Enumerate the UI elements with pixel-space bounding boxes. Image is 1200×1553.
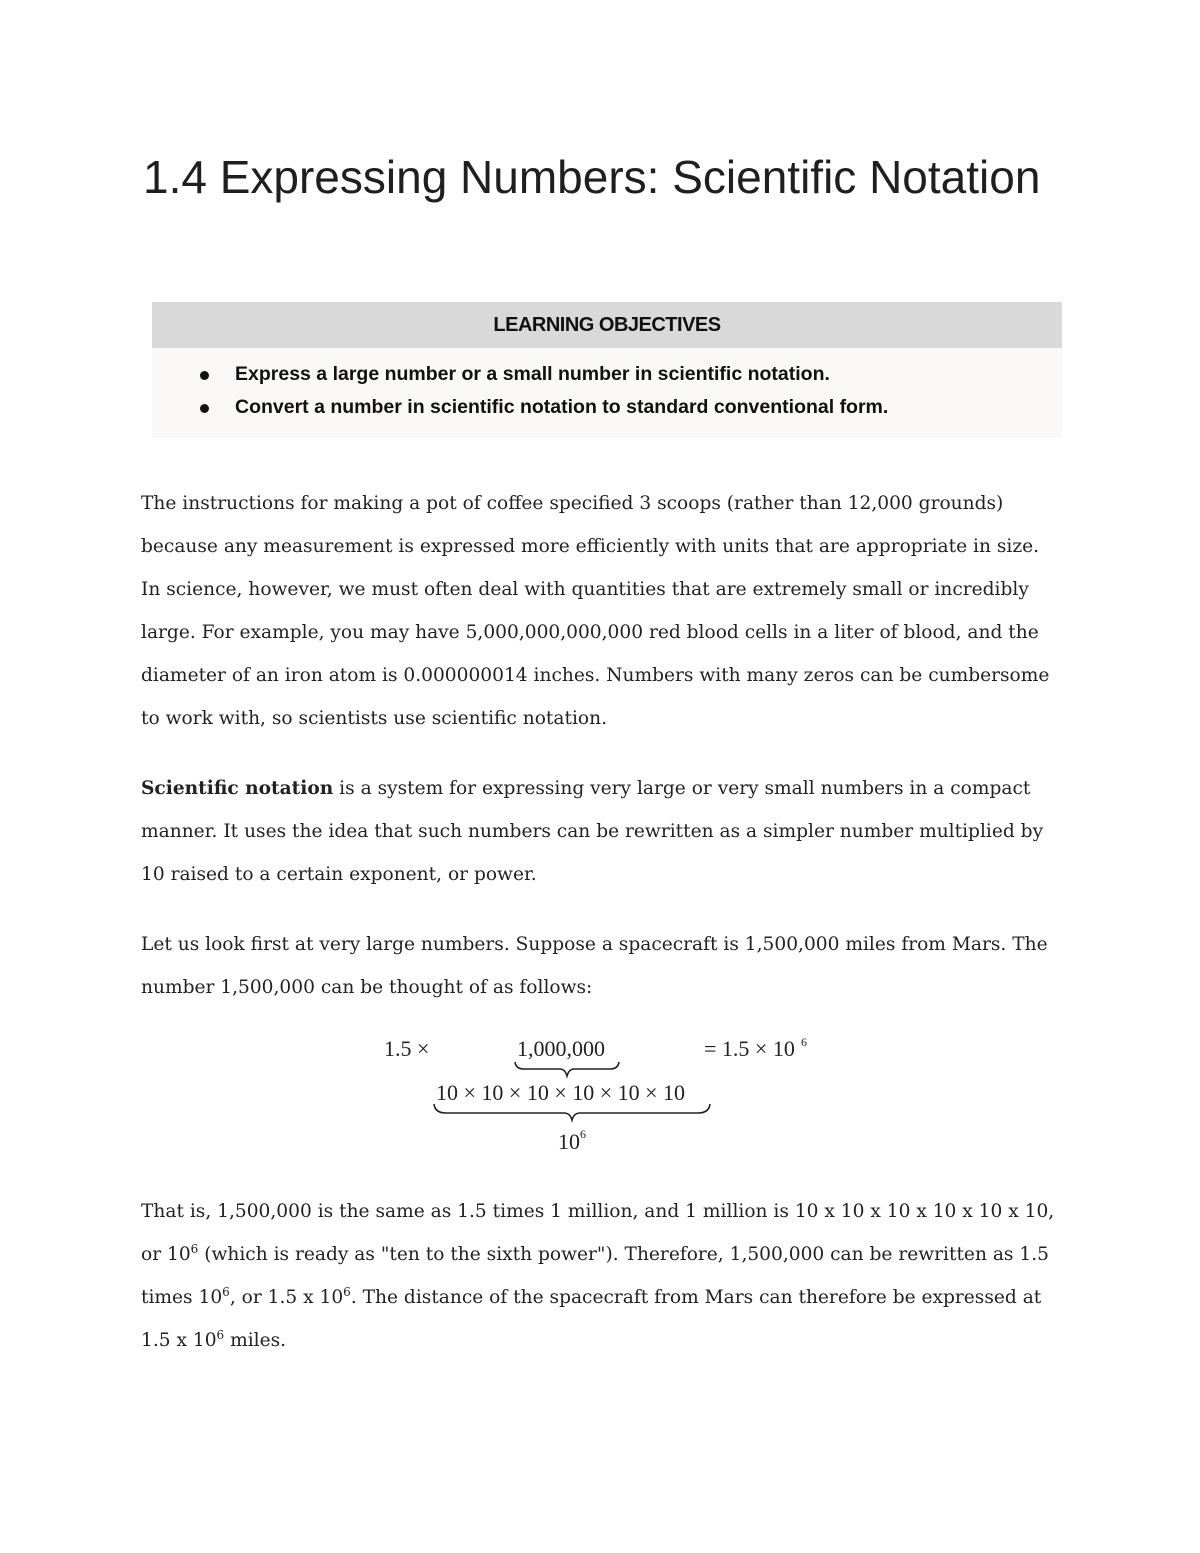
paragraph-definition bbox=[141, 767, 1061, 896]
page-title: 1.4 Expressing Numbers: Scientific Notation bbox=[143, 151, 1041, 203]
exponent: 6 bbox=[343, 1285, 351, 1299]
explanation-text: (which is ready as "ten to the sixth power"). Therefore, 1,500,000 can be rewritten as 1.5 times 10 bbox=[141, 1244, 1049, 1308]
formula-tens: 10 × 10 × 10 × 10 × 10 × 10 bbox=[436, 1080, 686, 1105]
paragraph-large-numbers: Let us look first at very large numbers. Suppose a spacecraft is 1,500,000 miles from Mars. The number 1,500,000 can be thought of as follows: bbox=[141, 934, 1048, 998]
bullet-icon bbox=[200, 404, 209, 413]
objective-item bbox=[152, 391, 1062, 424]
formula-coefficient: 1.5 × bbox=[384, 1036, 430, 1061]
paragraph-intro: The instructions for making a pot of coffee specified 3 scoops (rather than 12,000 grounds) because any measurement is expressed more efficiently with units that are appropriate in size. In science, however, we must often deal with quantities that are extremely small or incredibly large. For example, you may have 5,000,000,000,000 red blood cells in a liter of blood, and the diameter of an iron atom is 0.000000014 inches. Numbers with many zeros can be cumbersome to work with, so scientists use scientific notation. bbox=[141, 493, 1050, 729]
bullet-icon bbox=[200, 371, 209, 380]
explanation-text: , or 1.5 x 10 bbox=[229, 1287, 344, 1308]
paragraph-explanation bbox=[141, 1190, 1061, 1362]
objective-item bbox=[152, 358, 1062, 391]
learning-objectives-box bbox=[152, 302, 1062, 438]
formula-million: 1,000,000 bbox=[517, 1036, 605, 1061]
upper-brace-icon bbox=[515, 1062, 619, 1076]
explanation-text: . The distance of the spacecraft from Mars can therefore be expressed at 1.5 x 10 bbox=[141, 1287, 1042, 1351]
formula-figure bbox=[384, 1028, 814, 1158]
formula-diagram bbox=[384, 1028, 814, 1158]
formula-power-exponent: 6 bbox=[580, 1127, 586, 1141]
lower-brace-icon bbox=[434, 1104, 710, 1120]
objective-text: Convert a number in scientific notation to standard conventional form. bbox=[235, 396, 889, 418]
learning-objectives-header: LEARNING OBJECTIVES bbox=[152, 302, 1062, 348]
explanation-text: miles. bbox=[224, 1330, 287, 1351]
defined-term: Scientific notation bbox=[141, 778, 334, 799]
formula-result-exponent: 6 bbox=[801, 1035, 807, 1049]
exponent: 6 bbox=[222, 1285, 230, 1299]
exponent: 6 bbox=[190, 1242, 199, 1256]
formula-power-base: 10 bbox=[558, 1129, 580, 1154]
formula-result: = 1.5 × 10 bbox=[704, 1036, 795, 1061]
objective-text: Express a large number or a small number in scientific notation. bbox=[235, 363, 830, 385]
objectives-list bbox=[152, 348, 1062, 424]
explanation-text: That is, 1,500,000 is the same as 1.5 times 1 million, and 1 million is 10 x 10 x 10 x 10 x 10 x 10, or 10 bbox=[141, 1201, 1055, 1265]
definition-text: is a system for expressing very large or very small numbers in a compact manner. It uses the idea that such numbers can be rewritten as a simpler number multiplied by 10 raised to a certain exponent, or power. bbox=[141, 778, 1044, 885]
exponent: 6 bbox=[216, 1328, 225, 1342]
